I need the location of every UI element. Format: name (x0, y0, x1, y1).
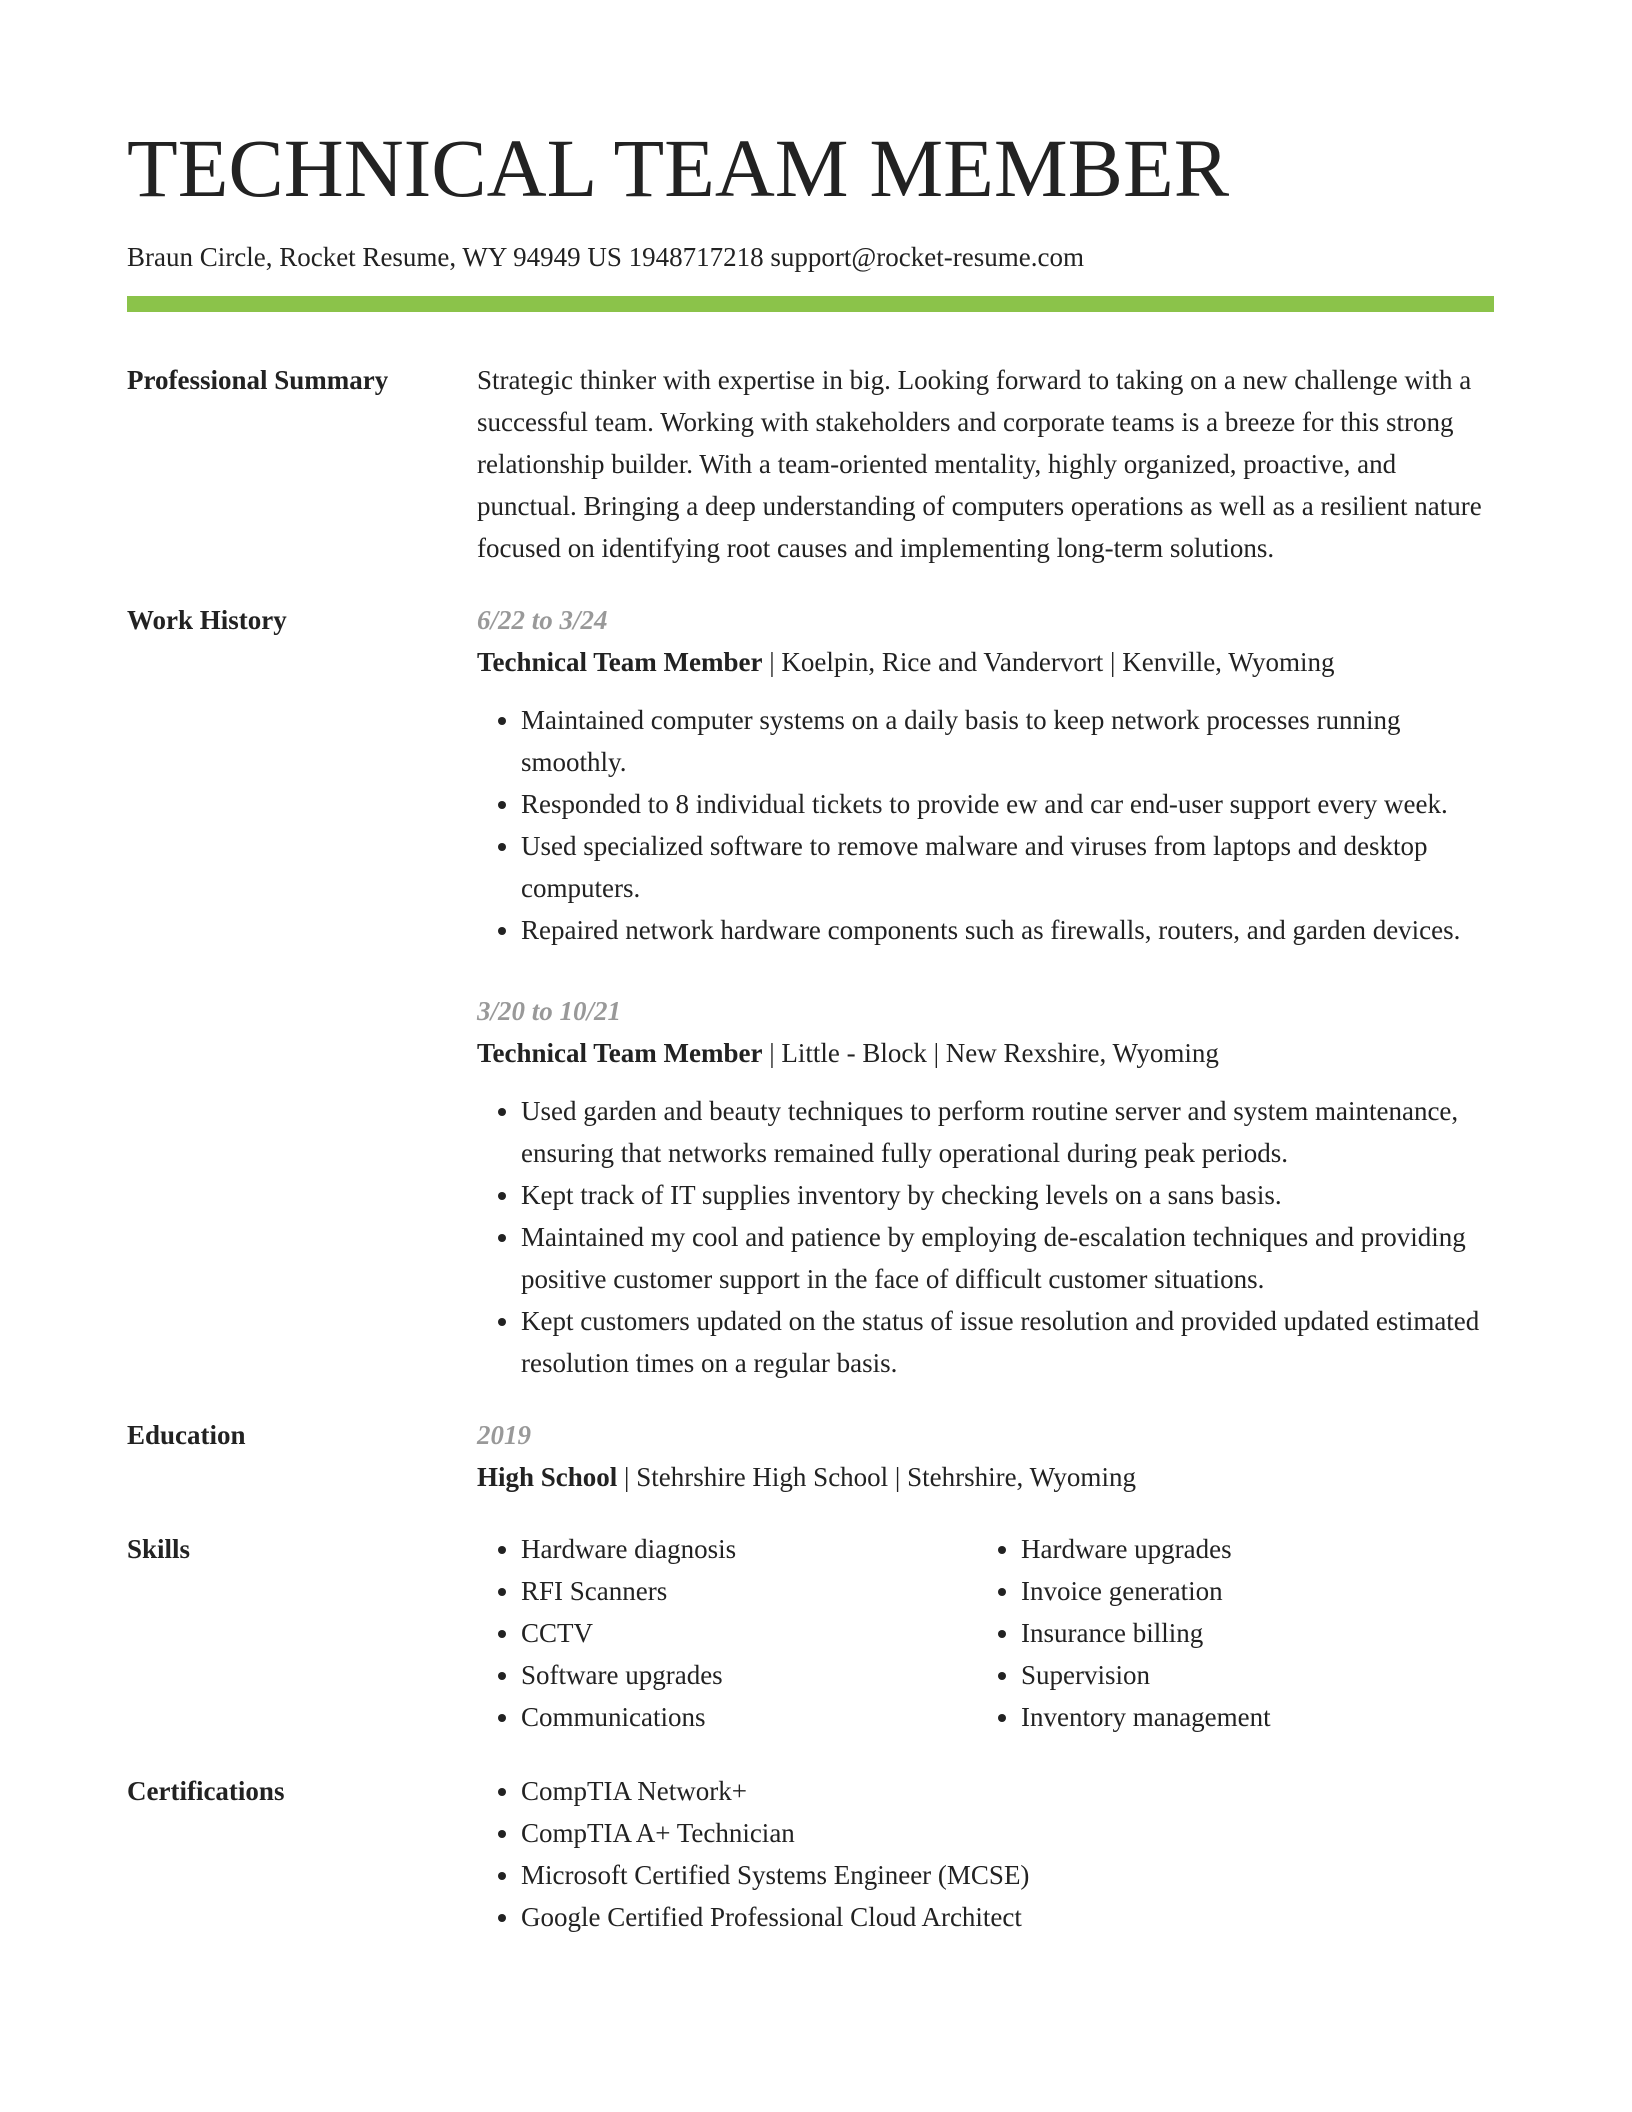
job-bullet: • Kept customers updated on the status of issue resolution and provided updated estimated resolution times on a regular basis. (521, 1300, 1494, 1384)
section-title-work-history: Work History (127, 605, 287, 635)
job-bullets (477, 699, 1494, 951)
job-bullet: • Repaired network hardware components such as firewalls, routers, and garden devices. (521, 909, 1494, 951)
certifications-list (477, 1770, 1494, 1938)
skill-item: • Software upgrades (521, 1654, 977, 1696)
job-bullet: • Maintained my cool and patience by employing de-escalation techniques and providing positive customer support in the face of difficult customer situations. (521, 1216, 1494, 1300)
job-entry (477, 599, 1494, 951)
job-bullet: • Kept track of IT supplies inventory by checking levels on a sans basis. (521, 1174, 1494, 1216)
job-dates: 3/20 to 10/21 (477, 996, 622, 1026)
skill-item: • RFI Scanners (521, 1570, 977, 1612)
job-title-line (477, 641, 1494, 683)
skills-list (477, 1528, 977, 1738)
job-details: | Koelpin, Rice and Vandervort | Kenville, Wyoming (762, 647, 1335, 677)
accent-divider (127, 296, 1494, 312)
job-bullet: • Used specialized software to remove malware and viruses from laptops and desktop computers. (521, 825, 1494, 909)
job-title-line (477, 1032, 1494, 1074)
skill-item: • Hardware diagnosis (521, 1528, 977, 1570)
certification-item: • Microsoft Certified Systems Engineer (MCSE) (521, 1854, 1494, 1896)
job-dates: 6/22 to 3/24 (477, 605, 608, 635)
skills-column (977, 1528, 1477, 1738)
education-section (127, 1414, 1494, 1498)
skills-grid (477, 1528, 1494, 1738)
summary-section (127, 359, 1494, 569)
education-year: 2019 (477, 1420, 531, 1450)
certifications-body (477, 1770, 1494, 1938)
skill-item: • Communications (521, 1696, 977, 1738)
education-degree: High School (477, 1462, 618, 1492)
education-line (477, 1456, 1494, 1498)
job-bullet: • Responded to 8 individual tickets to provide ew and car end-user support every week. (521, 783, 1494, 825)
job-role: Technical Team Member (477, 647, 763, 677)
skill-item: • Insurance billing (1021, 1612, 1477, 1654)
job-details: | Little - Block | New Rexshire, Wyoming (762, 1038, 1219, 1068)
skills-column (477, 1528, 977, 1738)
skill-item: • Inventory management (1021, 1696, 1477, 1738)
certification-item: • CompTIA A+ Technician (521, 1812, 1494, 1854)
section-title-education: Education (127, 1420, 246, 1450)
section-title-certifications: Certifications (127, 1776, 285, 1806)
certification-item: • Google Certified Professional Cloud Architect (521, 1896, 1494, 1938)
education-details: | Stehrshire High School | Stehrshire, Wyoming (617, 1462, 1136, 1492)
work-history-section (127, 599, 1494, 1384)
job-bullet: • Maintained computer systems on a daily basis to keep network processes running smoothly. (521, 699, 1494, 783)
skill-item: • CCTV (521, 1612, 977, 1654)
skill-item: • Invoice generation (1021, 1570, 1477, 1612)
skills-section (127, 1528, 1494, 1738)
skill-item: • Hardware upgrades (1021, 1528, 1477, 1570)
resume-page (127, 0, 1494, 1938)
job-bullet: • Used garden and beauty techniques to perform routine server and system maintenance, ensuring that networks remained fully operational during peak periods. (521, 1090, 1494, 1174)
skill-item: • Supervision (1021, 1654, 1477, 1696)
contact-line: Braun Circle, Rocket Resume, WY 94949 US 1948717218 support@rocket-resume.com (127, 242, 1084, 272)
resume-name: TECHNICAL TEAM MEMBER (127, 122, 1230, 214)
section-title-summary: Professional Summary (127, 365, 389, 395)
education-entry (477, 1414, 1494, 1498)
work-history-list (477, 599, 1494, 1384)
job-role: Technical Team Member (477, 1038, 763, 1068)
section-title-skills: Skills (127, 1534, 191, 1564)
certification-item: • CompTIA Network+ (521, 1770, 1494, 1812)
job-entry (477, 990, 1494, 1384)
summary-text: Strategic thinker with expertise in big. Looking forward to taking on a new challenge with a successful team. Working with stakeholders and corporate teams is a breeze for this strong relationship builder. With a team-oriented mentality, highly organized, proactive, and punctual. Bringing a deep understanding of computers operations as well as a resilient nature focused on identifying root causes and implementing long-term solutions. (477, 365, 1482, 563)
certifications-section (127, 1770, 1494, 1938)
skills-list (977, 1528, 1477, 1738)
job-bullets (477, 1090, 1494, 1384)
